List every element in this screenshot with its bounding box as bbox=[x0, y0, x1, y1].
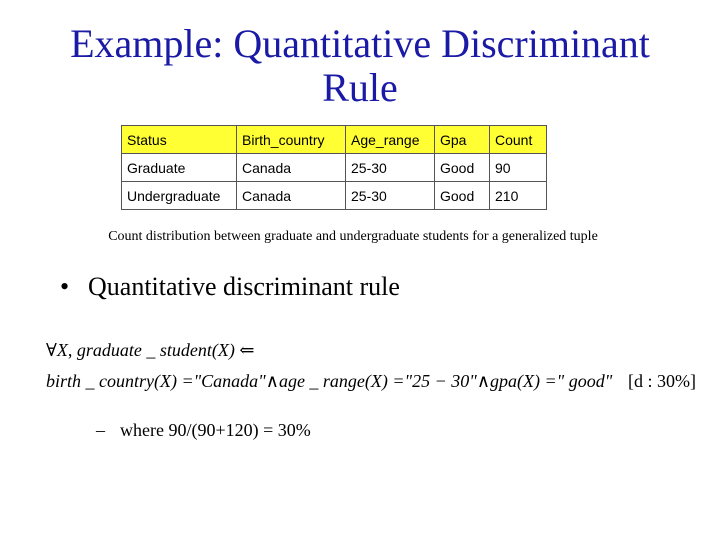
table-header-cell: Count bbox=[490, 126, 547, 154]
table-header-row bbox=[122, 126, 547, 154]
rule-variable: X bbox=[56, 340, 68, 360]
forall-symbol: ∀ bbox=[46, 340, 57, 360]
table-caption: Count distribution between graduate and undergraduate students for a generalized tuple bbox=[108, 229, 598, 244]
table-cell: 210 bbox=[490, 182, 547, 210]
implied-by-symbol: ⇐ bbox=[239, 340, 255, 360]
bullet-item bbox=[60, 272, 400, 302]
and-symbol: ∧ bbox=[265, 371, 279, 391]
table-header-cell: Birth_country bbox=[237, 126, 346, 154]
rule-formula-line-1 bbox=[46, 340, 254, 361]
rule-predicate-gpa: gpa(X) =" good" bbox=[490, 371, 613, 391]
rule-predicate-age-range: age _ range(X) ="25 − 30" bbox=[278, 371, 477, 391]
rule-formula-line-2 bbox=[46, 371, 696, 392]
bullet-text: Quantitative discriminant rule bbox=[88, 272, 400, 301]
table-cell: Good bbox=[435, 154, 490, 182]
sub-bullet-symbol: – bbox=[96, 420, 105, 440]
table-header-cell: Status bbox=[122, 126, 237, 154]
table-cell: 25-30 bbox=[346, 182, 435, 210]
sub-bullet-item bbox=[96, 420, 311, 441]
table-cell: Graduate bbox=[122, 154, 237, 182]
table-cell: Canada bbox=[237, 182, 346, 210]
rule-separator: , bbox=[67, 340, 77, 360]
slide-title-line-1: Example: Quantitative Discriminant bbox=[70, 21, 650, 66]
table-cell: Good bbox=[435, 182, 490, 210]
count-distribution-table bbox=[121, 125, 547, 210]
slide-title bbox=[0, 22, 720, 110]
table-cell: Canada bbox=[237, 154, 346, 182]
sub-bullet-text: where 90/(90+120) = 30% bbox=[120, 420, 311, 440]
table-header-cell: Age_range bbox=[346, 126, 435, 154]
and-symbol: ∧ bbox=[476, 371, 491, 391]
table-row bbox=[122, 182, 547, 210]
bullet-symbol: • bbox=[60, 272, 70, 301]
table-row bbox=[122, 154, 547, 182]
table-header-cell: Gpa bbox=[435, 126, 490, 154]
table-cell: 90 bbox=[490, 154, 547, 182]
table-cell: 25-30 bbox=[346, 154, 435, 182]
rule-head: graduate _ student(X) bbox=[76, 340, 235, 360]
rule-predicate-birth-country: birth _ country(X) ="Canada" bbox=[46, 371, 266, 391]
table-cell: Undergraduate bbox=[122, 182, 237, 210]
rule-weight: [d : 30%] bbox=[628, 371, 696, 391]
slide-title-line-2: Rule bbox=[322, 65, 398, 110]
